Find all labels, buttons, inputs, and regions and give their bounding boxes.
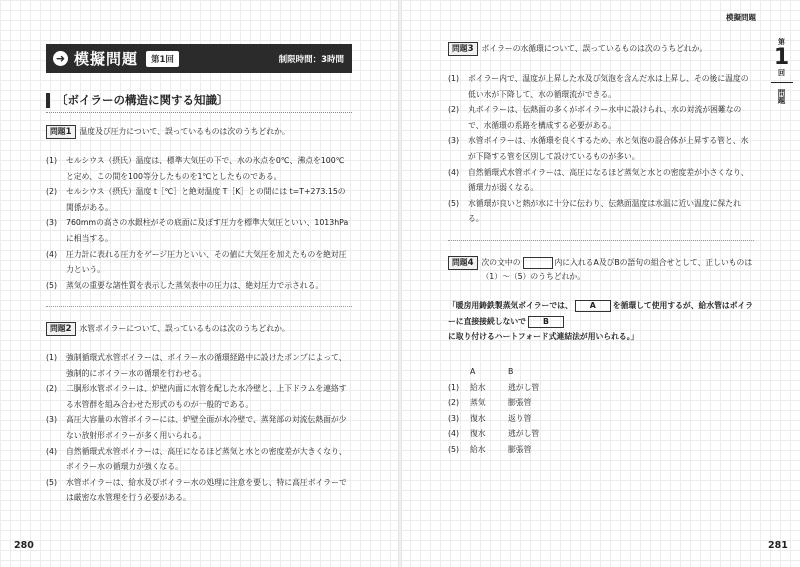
question-4-header	[448, 256, 754, 284]
option-number: (2)	[448, 398, 460, 408]
choice-text: 圧力計に表れる圧力をゲージ圧力といい、その値に大気圧を加えたものを絶対圧力という。	[66, 249, 347, 275]
choice-item	[448, 133, 754, 164]
choice-text: 自然循環式水管ボイラーは、高圧になるほど蒸気と水との密度差が大きくなり、ボイラー水の循環力が強くなる。	[66, 446, 347, 472]
option-row	[448, 411, 539, 427]
choice-item	[46, 444, 352, 475]
chapter-tab-prefix: 第	[778, 38, 785, 46]
option-cell-b: 膨張管	[508, 398, 532, 408]
option-row	[448, 442, 539, 458]
choice-number: (2)	[46, 384, 58, 394]
question-3-header	[448, 42, 754, 56]
choice-text: 二胴形水管ボイラーは、炉壁内面に水管を配した水冷壁と、上下ドラムを連絡する水管群を組み合わせた形式のものが一般的である。	[66, 384, 347, 409]
choice-item	[448, 196, 754, 227]
blank-b: B	[528, 316, 564, 328]
question-4-tag: 問題4	[448, 256, 478, 270]
chapter-tab-unit: 回	[778, 69, 785, 77]
question-separator	[46, 306, 352, 307]
choice-item	[448, 71, 754, 102]
choice-item	[46, 350, 352, 381]
section-title: 〔ボイラーの構造に関する知識〕	[56, 93, 229, 107]
choice-text: 自然循環式水管ボイラーは、高圧になるほど蒸気と水との密度差が小さくなり、循環力が弱くなる。	[468, 167, 749, 193]
choice-number: (5)	[46, 477, 58, 487]
choice-item	[46, 153, 352, 184]
arrow-right-icon: ➜	[53, 51, 68, 66]
choice-number: (1)	[46, 156, 58, 165]
option-number: (1)	[448, 382, 460, 392]
choice-number: (3)	[448, 136, 460, 146]
chapter-tab-rule	[771, 82, 793, 83]
section-heading	[46, 92, 229, 108]
column-b-header: B	[508, 367, 514, 376]
section-divider	[46, 112, 352, 113]
choice-text: 蒸気の重要な諸性質を表示した蒸気表中の圧力は、絶対圧力で示される。	[66, 280, 324, 290]
option-cell-b: 逃がし管	[508, 429, 540, 439]
option-row	[448, 395, 539, 411]
question-2-text: 水管ボイラーについて、誤っているものは次のうちどれか。	[79, 324, 290, 333]
choice-text: 水管ボイラーは、水循環を良くするため、水と気泡の混合体が上昇する管と、水が下降する管を区別して設けているものが多い。	[468, 136, 749, 161]
chapter-tab	[765, 38, 798, 104]
right-page	[402, 0, 800, 567]
option-row	[448, 426, 539, 442]
time-limit: 制限時間：3時間	[278, 54, 344, 65]
question-4-text: 次の文中の 内に入れるA及びBの語句の組合せとして、正しいものは（1）～（5）のうちどれか。	[481, 258, 753, 281]
choice-item	[448, 102, 754, 133]
choice-number: (3)	[46, 415, 58, 425]
question-1-choices	[46, 153, 352, 293]
option-cell-b: 返り管	[508, 413, 532, 423]
blank-a: A	[575, 300, 611, 312]
question-3-choices	[448, 71, 754, 227]
choice-text: 高圧大容量の水管ボイラーには、炉壁全面が水冷壁で、蒸発部の対流伝熱面が少ない放射形ボイラーが多く用いられる。	[66, 415, 347, 440]
option-number: (4)	[448, 429, 460, 439]
option-cell-b: 膨張管	[508, 444, 532, 454]
option-cell-a: 蒸気	[470, 398, 486, 408]
choice-text: ボイラー内で、温度が上昇した水及び気泡を含んだ水は上昇し、その後に温度の低い水が下降して、水の循環流ができる。	[468, 74, 749, 99]
choice-text: 丸ボイラーは、伝熱面の多くがボイラー水中に設けられ、水の対流が困難なので、水循環の系路を構成する必要がある。	[468, 105, 742, 130]
option-cell-b: 逃がし管	[508, 382, 540, 392]
chapter-tab-label: 問題	[777, 89, 786, 104]
choice-number: (5)	[448, 198, 460, 208]
exam-title-bar	[46, 44, 352, 73]
question-separator	[448, 240, 754, 241]
choice-number: (4)	[448, 167, 460, 177]
choice-number: (4)	[46, 249, 58, 259]
running-head: 模擬問題	[726, 13, 756, 22]
option-cell-a: 復水	[470, 413, 486, 423]
option-row	[448, 380, 539, 396]
choice-number: (1)	[448, 74, 460, 83]
option-cell-a: 給水	[470, 382, 486, 392]
choice-item	[46, 215, 352, 246]
option-number: (3)	[448, 413, 460, 423]
choice-text: 水循環が良いと熱が水に十分に伝わり、伝熱面温度は水温に近い温度に保たれる。	[468, 198, 741, 224]
round-badge: 第1回	[146, 51, 179, 67]
choice-item	[448, 165, 754, 196]
choice-item	[46, 475, 352, 506]
choice-item	[46, 412, 352, 443]
choice-text: セルシウス（摂氏）温度 t［℃］と絶対温度 T［K］との間には t=T+273.15の関係がある。	[66, 187, 346, 212]
choice-number: (3)	[46, 218, 58, 228]
options-header-row	[448, 364, 539, 380]
choice-number: (4)	[46, 446, 58, 456]
page-title: 模擬問題	[74, 50, 139, 68]
option-cell-a: 給水	[470, 444, 486, 454]
blank-box-icon	[523, 257, 553, 269]
question-2-header	[46, 322, 352, 336]
choice-text: 水管ボイラーは、給水及びボイラー水の処理に注意を要し、特に高圧ボイラーでは厳密な水管理を行う必要がある。	[66, 477, 347, 503]
question-3-tag: 問題3	[448, 42, 478, 56]
question-1-text: 温度及び圧力について、誤っているものは次のうちどれか。	[79, 127, 290, 136]
option-cell-a: 復水	[470, 429, 486, 439]
choice-text: 強制循環式水管ボイラーは、ボイラー水の循環経路中に設けたポンプによって、強制的にボイラー水の循環を行わせる。	[66, 353, 347, 378]
choice-item	[46, 247, 352, 278]
page-number-left: 280	[14, 540, 34, 551]
question-1-header	[46, 125, 352, 139]
choice-number: (1)	[46, 353, 58, 362]
option-number: (5)	[448, 444, 460, 454]
choice-text: セルシウス（摂氏）温度は、標準大気圧の下で、水の氷点を0℃、沸点を100℃と定め、この間を100等分したものを1℃としたものである。	[66, 156, 345, 181]
choice-number: (2)	[448, 105, 460, 115]
choice-item	[46, 278, 352, 294]
question-4-options-table	[448, 364, 539, 458]
choice-item	[46, 184, 352, 215]
question-3-text: ボイラーの水循環について、誤っているものは次のうちどれか。	[481, 44, 708, 53]
choice-number: (2)	[46, 187, 58, 197]
column-a-header: A	[470, 367, 476, 376]
chapter-tab-number: 1	[773, 45, 790, 70]
question-4-statement: 「暖房用鋳鉄製蒸気ボイラーでは、 A を循環して使用するが、給水管はボイラーに直接接続しないで Bに取り付けるハートフォード式連結法が用いられる。」	[448, 301, 754, 342]
section-bar-marker	[46, 93, 50, 108]
left-page	[0, 0, 398, 567]
choice-text: 760mmの高さの水銀柱がその底面に及ぼす圧力を標準大気圧といい、1013hPaに相当する。	[66, 218, 349, 243]
choice-item	[46, 381, 352, 412]
choice-number: (5)	[46, 280, 58, 290]
question-1-tag: 問題1	[46, 125, 76, 139]
question-2-tag: 問題2	[46, 322, 76, 336]
page-number-right: 281	[768, 540, 788, 551]
question-2-choices	[46, 350, 352, 506]
